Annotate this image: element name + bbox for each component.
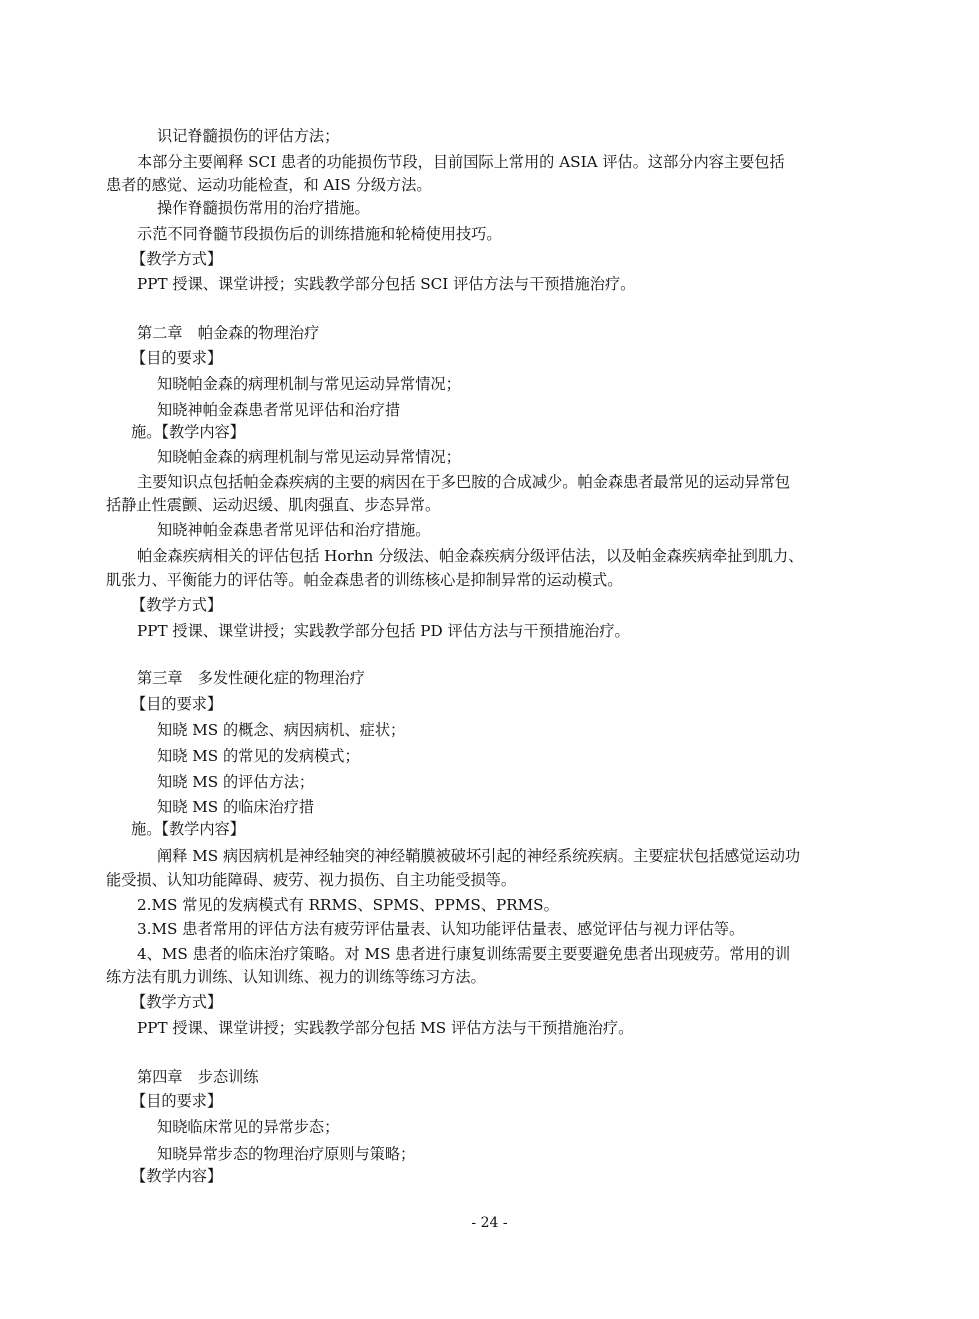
text-line: 练方法有肌力训练、认知训练、视力的训练等练习方法。 [106, 968, 486, 986]
text-line: 示范不同脊髓节段损伤后的训练措施和轮椅使用技巧。 [137, 225, 502, 243]
text-line: 施。【教学内容】 [131, 820, 245, 838]
section-heading: 【目的要求】 [131, 695, 223, 713]
text-line: 知晓神帕金森患者常见评估和治疗措 [157, 401, 400, 419]
text-line: 3.MS 患者常用的评估方法有疲劳评估量表、认知功能评估量表、感觉评估与视力评估等。 [137, 920, 745, 938]
text-line: 知晓 MS 的临床治疗措 [157, 798, 315, 816]
text-line: 患者的感觉、运动功能检查，和 AIS 分级方法。 [106, 176, 432, 194]
text-line: 2.MS 常见的发病模式有 RRMS、SPMS、PPMS、PRMS。 [137, 896, 559, 914]
chapter-title: 第二章 帕金森的物理治疗 [137, 324, 320, 342]
text-line: 括静止性震颤、运动迟缓、肌肉强直、步态异常。 [106, 496, 441, 514]
text-line: 肌张力、平衡能力的评估等。帕金森患者的训练核心是抑制异常的运动模式。 [106, 571, 623, 589]
text-line: 知晓神帕金森患者常见评估和治疗措施。 [157, 521, 431, 539]
page-number: - 24 - [471, 1215, 508, 1231]
section-heading: 【教学内容】 [131, 1167, 223, 1185]
text-line: 主要知识点包括帕金森疾病的主要的病因在于多巴胺的合成减少。帕金森患者最常见的运动异常包 [137, 473, 791, 491]
chapter-title: 第四章 步态训练 [137, 1068, 259, 1086]
text-line: 4、MS 患者的临床治疗策略。对 MS 患者进行康复训练需要主要要避免患者出现疲劳。常用的训 [137, 945, 791, 963]
text-line: 知晓 MS 的评估方法； [157, 773, 315, 791]
text-line: 操作脊髓损伤常用的治疗措施。 [157, 199, 370, 217]
section-heading: 【教学方式】 [131, 993, 223, 1011]
text-line: PPT 授课、课堂讲授；实践教学部分包括 SCI 评估方法与干预措施治疗。 [137, 275, 636, 293]
text-line: PPT 授课、课堂讲授；实践教学部分包括 PD 评估方法与干预措施治疗。 [137, 622, 630, 640]
section-heading: 【教学方式】 [131, 250, 223, 268]
text-line: 帕金森疾病相关的评估包括 Horhn 分级法、帕金森疾病分级评估法，以及帕金森疾病牵扯到肌力、 [137, 547, 804, 565]
text-line: 知晓临床常见的异常步态； [157, 1118, 340, 1136]
text-line: 知晓帕金森的病理机制与常见运动异常情况； [157, 375, 461, 393]
text-line: 知晓异常步态的物理治疗原则与策略； [157, 1145, 416, 1163]
section-heading: 【教学方式】 [131, 596, 223, 614]
text-line: 知晓 MS 的概念、病因病机、症状； [157, 721, 406, 739]
chapter-title: 第三章 多发性硬化症的物理治疗 [137, 669, 365, 687]
text-line: 能受损、认知功能障碍、疲劳、视力损伤、自主功能受损等。 [106, 871, 517, 889]
text-line: 本部分主要阐释 SCI 患者的功能损伤节段，目前国际上常用的 ASIA 评估。这部分内容主要包括 [137, 153, 785, 171]
text-line: 识记脊髓损伤的评估方法； [157, 127, 340, 145]
text-line: 施。【教学内容】 [131, 423, 245, 441]
section-heading: 【目的要求】 [131, 349, 223, 367]
text-line: 知晓帕金森的病理机制与常见运动异常情况； [157, 448, 461, 466]
section-heading: 【目的要求】 [131, 1092, 223, 1110]
text-line: 阐释 MS 病因病机是神经轴突的神经鞘膜被破坏引起的神经系统疾病。主要症状包括感觉运动功 [157, 847, 801, 865]
text-line: PPT 授课、课堂讲授；实践教学部分包括 MS 评估方法与干预措施治疗。 [137, 1019, 634, 1037]
text-line: 知晓 MS 的常见的发病模式； [157, 747, 360, 765]
